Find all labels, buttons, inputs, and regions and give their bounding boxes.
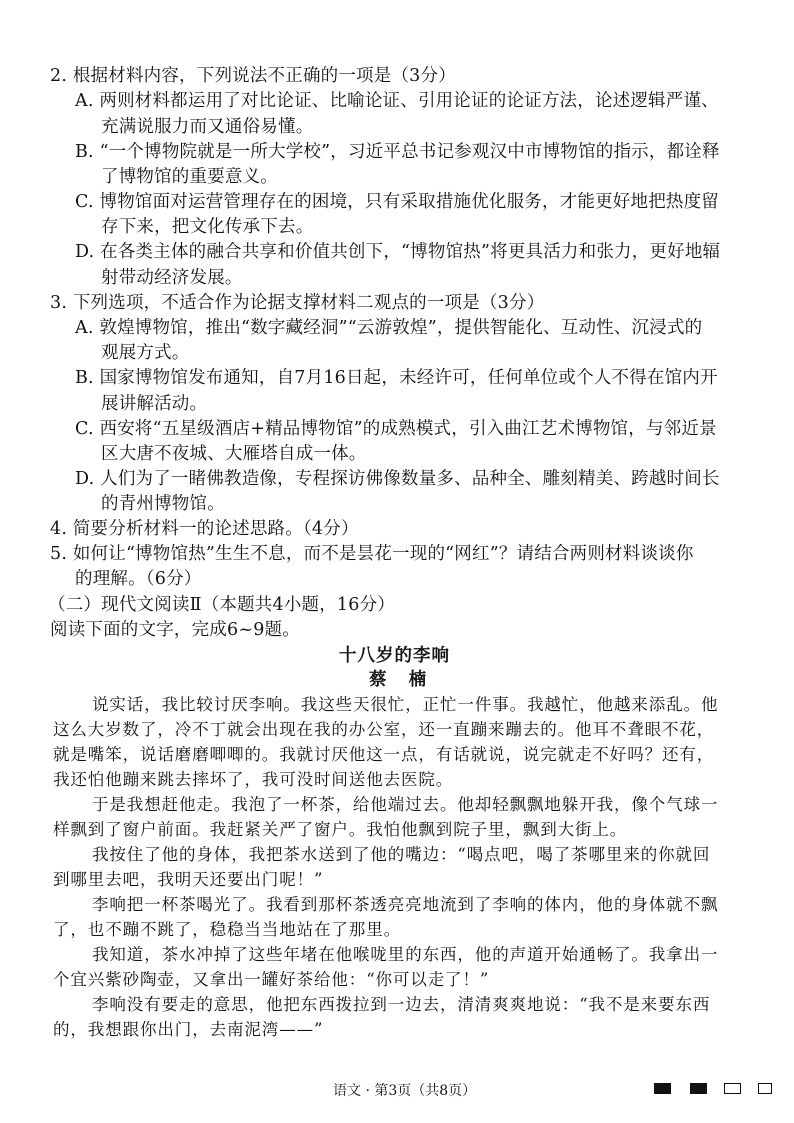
question-5-cont: 的理解。（6分） [75,569,202,589]
question-3-option-c-cont: 区大唐不夜城、大雁塔自成一体。 [101,444,367,464]
story-line: 个宜兴紫砂陶壶，又拿出一罐好茶给他：“你可以走了！” [53,970,490,989]
question-2-option-c-cont: 存下来，把文化传承下去。 [101,217,314,237]
registration-mark-filled [690,1083,707,1094]
question-3-option-d: D. 人们为了一睹佛教造像，专程探访佛像数量多、品种全、雕刻精美、跨越时间长 [75,469,720,489]
question-2-option-c: C. 博物馆面对运营管理存在的困境，只有采取措施优化服务，才能更好地把热度留 [75,192,719,212]
question-3-option-a-cont: 观展方式。 [101,343,190,363]
question-2-option-a-cont: 充满说服力而又通俗易懂。 [101,117,314,137]
question-2-stem: 2. 根据材料内容，下列说法不正确的一项是（3分） [50,66,456,86]
story-line: 说实话，我比较讨厌李响。我这些天很忙，正忙一件事。我越忙，他越来添乱。他 [92,695,719,714]
question-5: 5. 如何让“博物馆热”生生不息，而不是昙花一现的“网红”？请结合两则材料谈谈你 [50,544,694,564]
section-heading: （二）现代文阅读Ⅱ（本题共4小题，16分） [48,595,395,615]
story-line: 到哪里去吧，我明天还要出门呢！” [53,870,324,889]
story-line: 我还怕他蹦来跳去摔坏了，我可没时间送他去医院。 [53,770,454,789]
question-2-option-d-cont: 射带动经济发展。 [101,268,243,288]
question-3-option-d-cont: 的青州博物馆。 [101,494,225,514]
question-3-option-c: C. 西安将“五星级酒店+精品博物馆”的成熟模式，引入曲江艺术博物馆，与邻近景 [75,419,717,439]
question-4: 4. 简要分析材料一的论述思路。（4分） [50,519,359,539]
story-line: 这么大岁数了，冷不丁就会出现在我的办公室，还一直蹦来蹦去的。他耳不聋眼不花， [53,720,715,739]
registration-mark-filled [654,1083,671,1094]
question-2-option-d: D. 在各类主体的融合共享和价值共创下，“博物馆热”将更具活力和张力，更好地辐 [75,242,721,262]
registration-mark-empty [724,1083,741,1094]
story-line: 样飘到了窗户前面。我赶紧关严了窗户。我怕他飘到院子里，飘到大街上。 [53,820,628,839]
story-line: 了，也不蹦不跳了，稳稳当当地站在了那里。 [53,920,401,939]
question-3-option-a: A. 敦煌博物馆，推出“数字藏经洞”“云游敦煌”，提供智能化、互动性、沉浸式的 [75,318,703,338]
page-number-footer: 语文 · 第3页（共8页） [333,1083,477,1099]
story-line: 我知道，茶水冲掉了这些年堵在他喉咙里的东西，他的声道开始通畅了。我拿出一 [92,945,719,964]
story-line: 就是嘴笨，说话磨磨唧唧的。我就讨厌他这一点，有话就说，说完就走不好吗？还有， [53,745,715,764]
question-3-stem: 3. 下列选项，不适合作为论据支撑材料二观点的一项是（3分） [50,293,545,313]
question-2-option-b-cont: 了博物馆的重要意义。 [101,167,278,187]
story-line: 的，我想跟你出门，去南泥湾——” [53,1020,324,1039]
story-line: 我按住了他的身体，我把茶水送到了他的嘴边：“喝点吧，喝了茶哪里来的你就回 [92,845,711,864]
story-title: 十八岁的李响 [339,646,450,666]
story-line: 于是我想赶他走。我泡了一杯茶，给他端过去。他却轻飘飘地躲开我，像个气球一 [92,795,719,814]
section-instruction: 阅读下面的文字，完成6~9题。 [50,620,300,640]
question-2-option-a: A. 两则材料都运用了对比论证、比喻论证、引用论证的论证方法，论述逻辑严谨、 [75,91,719,111]
registration-mark-empty [758,1083,772,1094]
story-line: 李响把一杯茶喝光了。我看到那杯茶透亮亮地流到了李响的体内，他的身体就不飘 [92,895,719,914]
question-3-option-b-cont: 展讲解活动。 [101,394,208,414]
question-2-option-b: B. “一个博物院就是一所大学校”，习近平总书记参观汉中市博物馆的指示，都诠释 [75,142,720,162]
story-line: 李响没有要走的意思，他把东西拨拉到一边去，清清爽爽地说：“我不是来要东西 [92,995,711,1014]
question-3-option-b: B. 国家博物馆发布通知，自7月16日起，未经许可，任何单位或个人不得在馆内开 [75,368,718,388]
story-author: 蔡 楠 [369,670,435,690]
